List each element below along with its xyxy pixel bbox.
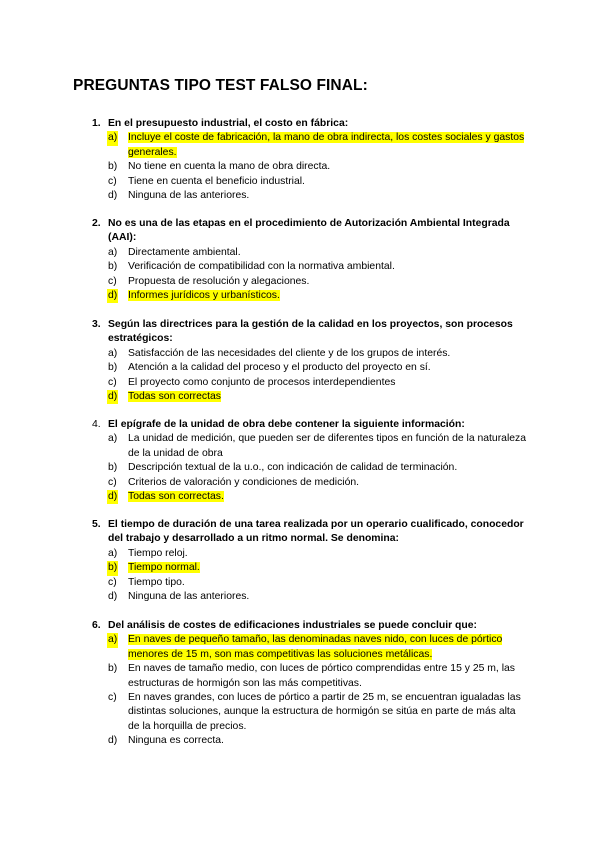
- question-number: 6.: [92, 620, 101, 631]
- option-a: [108, 246, 528, 260]
- option-letter: b): [108, 362, 118, 374]
- option-text: La unidad de medición, que pueden ser de diferentes tipos en función de la naturaleza de la unidad de obra: [128, 433, 527, 459]
- option-text: Atención a la calidad del proceso y el producto del proyecto en sí.: [128, 362, 431, 374]
- option-text: En naves grandes, con luces de pórtico a partir de 25 m, se encuentran igualadas las distintas soluciones, aunque la estructura de hormigón se sitúa en parte de más alta de la horquilla de precios.: [128, 692, 521, 732]
- question-1: [92, 117, 528, 203]
- option-a: [108, 347, 528, 361]
- option-b: [108, 260, 528, 274]
- option-text: Criterios de valoración y condiciones de medición.: [128, 476, 360, 488]
- option-text: Directamente ambiental.: [128, 246, 241, 258]
- option-c: [108, 476, 528, 490]
- option-letter: b): [108, 161, 118, 173]
- option-letter: b): [108, 462, 118, 474]
- option-text: Ninguna es correcta.: [128, 735, 224, 747]
- option-letter: c): [108, 576, 117, 588]
- option-text: Descripción textual de la u.o., con indicación de calidad de terminación.: [128, 462, 458, 474]
- option-b: [108, 662, 528, 691]
- option-text: Ninguna de las anteriores.: [128, 591, 250, 603]
- question-text: No es una de las etapas en el procedimiento de Autorización Ambiental Integrada (AAI):: [108, 218, 510, 244]
- option-a: [108, 131, 528, 160]
- option-c: [108, 175, 528, 189]
- question-4: [92, 418, 528, 504]
- option-b: [108, 461, 528, 475]
- question-number: 3.: [92, 319, 101, 330]
- option-d: [108, 289, 528, 303]
- option-letter: d): [108, 735, 118, 747]
- option-letter: a): [108, 246, 118, 258]
- option-text: Verificación de compatibilidad con la normativa ambiental.: [128, 261, 395, 273]
- option-letter: c): [108, 376, 117, 388]
- question-text: Del análisis de costes de edificaciones industriales se puede concluir que:: [108, 620, 477, 631]
- question-number: 5.: [92, 519, 101, 530]
- option-text: Propuesta de resolución y alegaciones.: [128, 275, 310, 287]
- option-letter: b): [107, 561, 118, 575]
- question-text: El tiempo de duración de una tarea realizada por un operario cualificado, conocedor del trabajo y desarrollado a un ritmo normal. Se denomina:: [108, 519, 524, 545]
- option-letter: a): [107, 633, 118, 647]
- option-a: [108, 432, 528, 461]
- option-c: [108, 691, 528, 734]
- option-text-highlighted: Todas son correctas: [128, 391, 221, 403]
- question-text: En el presupuesto industrial, el costo en fábrica:: [108, 118, 349, 129]
- option-text-highlighted: Informes jurídicos y urbanísticos.: [128, 290, 280, 302]
- question-text: El epígrafe de la unidad de obra debe contener la siguiente información:: [108, 419, 465, 430]
- option-text: Tiempo reloj.: [128, 547, 188, 559]
- question-6: [92, 619, 528, 749]
- option-letter: c): [108, 175, 117, 187]
- option-letter: d): [107, 490, 118, 504]
- option-text: No tiene en cuenta la mano de obra directa.: [128, 161, 331, 173]
- option-a: [108, 547, 528, 561]
- question-2: [92, 217, 528, 303]
- question-5: [92, 518, 528, 604]
- option-text: Tiempo tipo.: [128, 576, 185, 588]
- question-number: 4.: [92, 419, 101, 430]
- option-d: [108, 189, 528, 203]
- option-d: [108, 590, 528, 604]
- question-text: Según las directrices para la gestión de la calidad en los proyectos, son procesos estratégicos:: [108, 319, 513, 345]
- option-letter: a): [108, 547, 118, 559]
- option-b: [108, 160, 528, 174]
- question-number: 2.: [92, 218, 101, 229]
- option-b: [108, 561, 528, 575]
- question-stem: [92, 518, 528, 547]
- option-letter: a): [108, 347, 118, 359]
- question-stem: [92, 217, 528, 246]
- option-letter: a): [107, 131, 118, 145]
- option-letter: c): [108, 692, 117, 704]
- question-stem: [92, 619, 528, 633]
- question-number: 1.: [92, 118, 101, 129]
- option-d: [108, 734, 528, 748]
- option-letter: d): [108, 190, 118, 202]
- option-text: Satisfacción de las necesidades del cliente y de los grupos de interés.: [128, 347, 451, 359]
- question-stem: [92, 117, 528, 131]
- option-letter: d): [107, 390, 118, 404]
- question-3: [92, 318, 528, 404]
- option-letter: d): [108, 591, 118, 603]
- option-c: [108, 275, 528, 289]
- option-letter: c): [108, 476, 117, 488]
- option-text: En naves de tamaño medio, con luces de pórtico comprendidas entre 15 y 25 m, las estructuras de hormigón son las más competitivas.: [128, 663, 515, 689]
- option-c: [108, 576, 528, 590]
- option-text: El proyecto como conjunto de procesos interdependientes: [128, 376, 396, 388]
- option-text: Tiene en cuenta el beneficio industrial.: [128, 175, 305, 187]
- option-letter: a): [108, 433, 118, 445]
- option-a: [108, 633, 528, 662]
- option-letter: b): [108, 261, 118, 273]
- option-text-highlighted: Todas son correctas.: [128, 491, 224, 503]
- option-d: [108, 490, 528, 504]
- option-b: [108, 361, 528, 375]
- option-text-highlighted: En naves de pequeño tamaño, las denominadas naves nido, con luces de pórtico menores de 15 m, son mas competitivas las soluciones metálicas.: [128, 634, 503, 660]
- option-letter: d): [107, 289, 118, 303]
- option-text: Ninguna de las anteriores.: [128, 190, 250, 202]
- option-d: [108, 390, 528, 404]
- question-stem: [92, 418, 528, 432]
- option-letter: b): [108, 663, 118, 675]
- option-c: [108, 376, 528, 390]
- option-text-highlighted: Incluye el coste de fabricación, la mano de obra indirecta, los costes sociales y gastos generales.: [128, 132, 525, 158]
- option-text-highlighted: Tiempo normal.: [128, 562, 200, 574]
- option-letter: c): [108, 275, 117, 287]
- page-title: PREGUNTAS TIPO TEST FALSO FINAL:: [73, 77, 368, 94]
- question-stem: [92, 318, 528, 347]
